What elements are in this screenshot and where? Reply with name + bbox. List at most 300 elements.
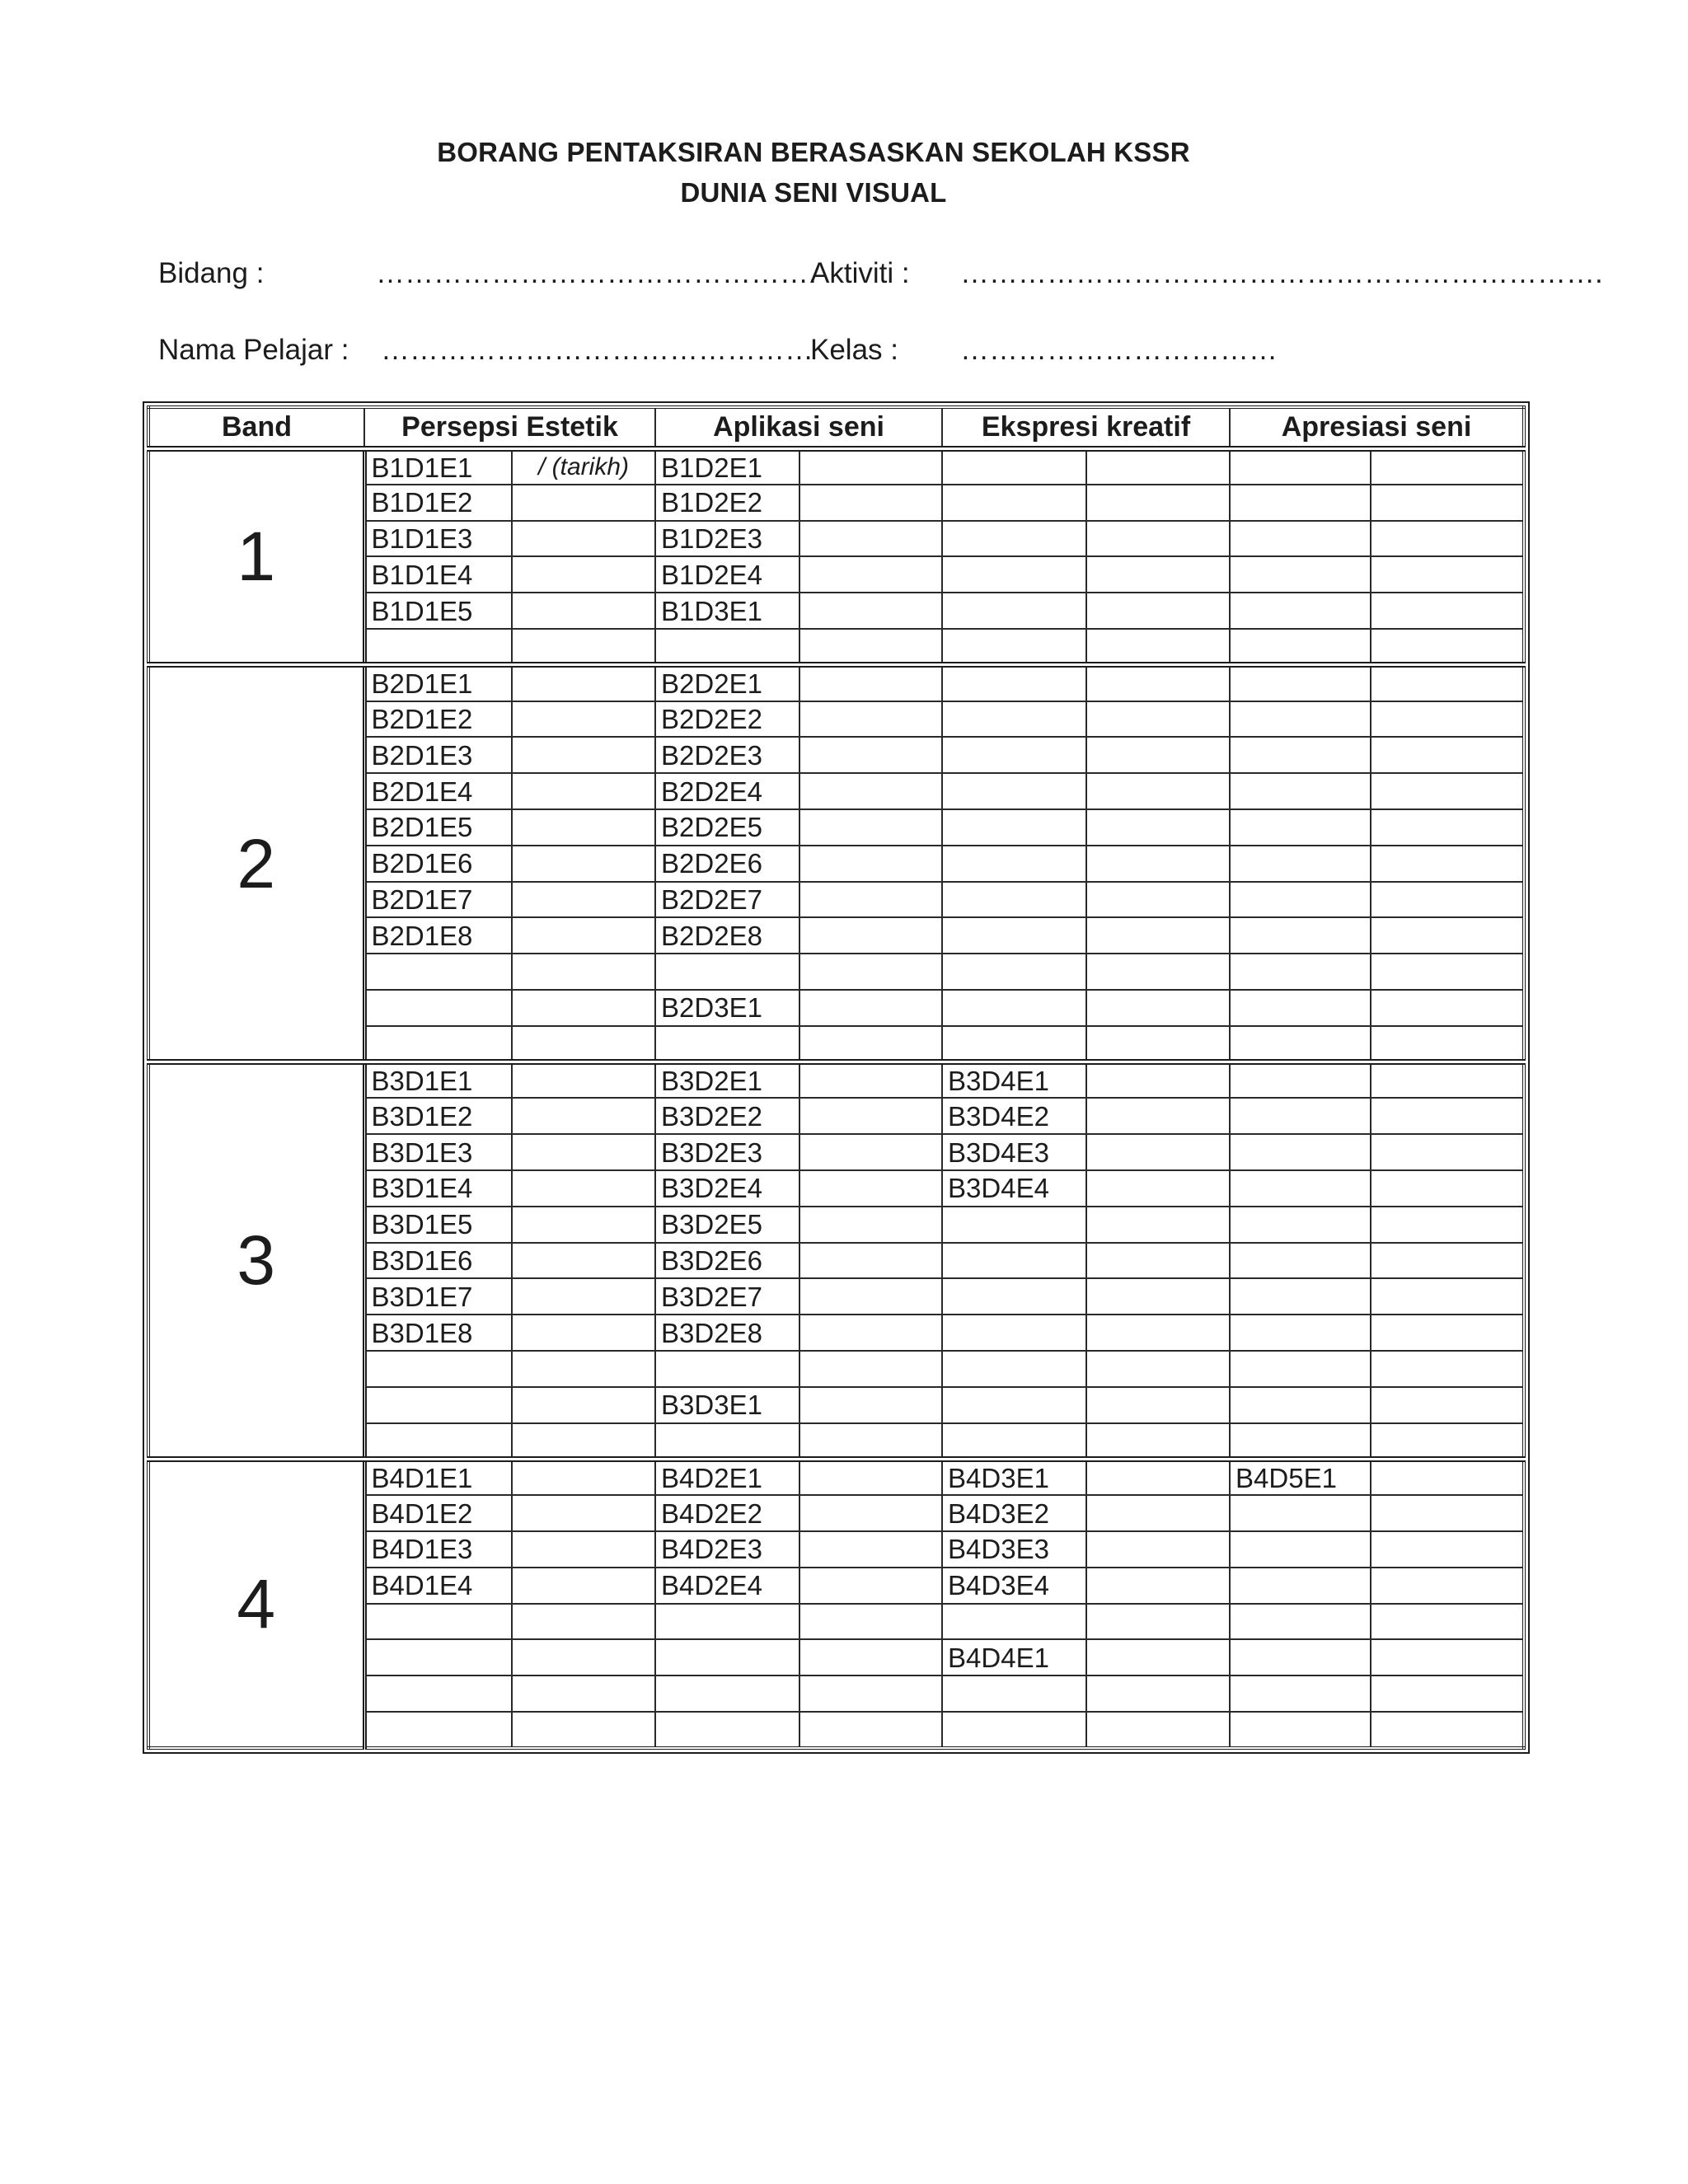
mark-cell[interactable]	[1371, 737, 1524, 773]
aktiviti-label: Aktiviti :	[810, 257, 910, 289]
mark-cell[interactable]	[1230, 448, 1371, 485]
mark-cell[interactable]	[942, 809, 1086, 846]
criteria-code-cell: B2D1E4	[364, 773, 512, 809]
mark-cell[interactable]	[1086, 1098, 1230, 1134]
mark-cell[interactable]	[1230, 1675, 1371, 1712]
mark-cell[interactable]	[364, 990, 512, 1026]
mark-cell[interactable]	[799, 556, 942, 593]
mark-cell[interactable]	[799, 1243, 942, 1279]
mark-cell[interactable]	[512, 1604, 655, 1640]
mark-cell[interactable]	[1086, 882, 1230, 918]
table-row	[148, 665, 1524, 701]
mark-cell[interactable]	[1086, 1675, 1230, 1712]
kelas-field[interactable]: ……………………………	[960, 334, 1278, 366]
mark-cell[interactable]	[1086, 737, 1230, 773]
mark-cell[interactable]	[512, 1387, 655, 1423]
mark-cell[interactable]	[512, 1278, 655, 1315]
mark-cell[interactable]	[1086, 1568, 1230, 1604]
mark-cell[interactable]	[1086, 1134, 1230, 1170]
mark-cell[interactable]	[1371, 485, 1524, 521]
mark-cell[interactable]	[655, 954, 799, 990]
mark-cell[interactable]	[942, 556, 1086, 593]
mark-cell[interactable]	[1086, 1062, 1230, 1099]
mark-cell[interactable]	[512, 1495, 655, 1531]
mark-cell[interactable]	[799, 448, 942, 485]
mark-cell[interactable]	[512, 773, 655, 809]
criteria-code-cell: B4D2E3	[655, 1531, 799, 1568]
mark-cell[interactable]	[1230, 701, 1371, 738]
criteria-code-cell: B1D1E3	[364, 521, 512, 557]
mark-cell[interactable]	[942, 1604, 1086, 1640]
mark-cell[interactable]	[1371, 1531, 1524, 1568]
mark-cell[interactable]	[1230, 809, 1371, 846]
mark-cell[interactable]	[1086, 1026, 1230, 1062]
mark-cell[interactable]	[942, 737, 1086, 773]
criteria-code-cell: B3D2E1	[655, 1062, 799, 1099]
mark-cell[interactable]	[1230, 1207, 1371, 1243]
mark-cell[interactable]	[512, 521, 655, 557]
criteria-code-cell: B3D4E3	[942, 1134, 1086, 1170]
criteria-code-cell: B1D1E4	[364, 556, 512, 593]
mark-cell[interactable]	[1086, 954, 1230, 990]
mark-cell[interactable]	[512, 1531, 655, 1568]
mark-cell[interactable]	[1371, 1604, 1524, 1640]
criteria-code-cell: B3D2E7	[655, 1278, 799, 1315]
mark-cell[interactable]	[512, 629, 655, 665]
mark-cell[interactable]	[1230, 521, 1371, 557]
mark-cell[interactable]	[512, 1026, 655, 1062]
mark-cell[interactable]	[942, 1423, 1086, 1460]
mark-cell[interactable]	[1230, 1315, 1371, 1351]
mark-cell[interactable]	[655, 1604, 799, 1640]
mark-cell[interactable]	[1230, 593, 1371, 629]
mark-cell[interactable]	[364, 1712, 512, 1748]
mark-cell[interactable]	[1371, 521, 1524, 557]
mark-cell[interactable]	[1230, 1170, 1371, 1207]
mark-cell[interactable]	[512, 846, 655, 882]
mark-cell[interactable]	[799, 1604, 942, 1640]
mark-cell[interactable]	[512, 1170, 655, 1207]
criteria-code-cell: B1D2E4	[655, 556, 799, 593]
criteria-code-cell: B2D2E4	[655, 773, 799, 809]
mark-cell[interactable]	[799, 1459, 942, 1495]
mark-cell[interactable]	[512, 665, 655, 701]
mark-cell[interactable]	[1371, 1495, 1524, 1531]
mark-cell[interactable]	[1371, 1459, 1524, 1495]
mark-cell[interactable]	[655, 1712, 799, 1748]
criteria-code-cell: B3D4E1	[942, 1062, 1086, 1099]
mark-cell[interactable]	[942, 701, 1086, 738]
mark-cell[interactable]	[364, 954, 512, 990]
nama-pelajar-label: Nama Pelajar :	[158, 334, 349, 366]
criteria-code-cell: B4D3E3	[942, 1531, 1086, 1568]
mark-cell[interactable]	[655, 629, 799, 665]
mark-cell[interactable]	[512, 1459, 655, 1495]
mark-cell[interactable]	[799, 485, 942, 521]
criteria-code-cell: B1D2E3	[655, 521, 799, 557]
mark-cell[interactable]	[1230, 882, 1371, 918]
mark-cell[interactable]	[799, 809, 942, 846]
band-group-1	[148, 448, 1524, 665]
mark-cell[interactable]	[799, 1062, 942, 1099]
mark-cell[interactable]	[799, 954, 942, 990]
nama-pelajar-field[interactable]: ………………………………………	[381, 334, 814, 366]
mark-cell[interactable]	[942, 773, 1086, 809]
mark-cell[interactable]	[942, 1675, 1086, 1712]
mark-cell[interactable]	[942, 1387, 1086, 1423]
mark-cell[interactable]	[1086, 521, 1230, 557]
criteria-code-cell: B1D1E1	[364, 448, 512, 485]
mark-cell[interactable]	[1371, 556, 1524, 593]
mark-cell[interactable]	[512, 1351, 655, 1387]
mark-cell[interactable]	[799, 1026, 942, 1062]
band-number: 3	[148, 1062, 364, 1460]
mark-cell[interactable]	[1086, 1531, 1230, 1568]
mark-cell[interactable]	[512, 593, 655, 629]
mark-cell[interactable]	[799, 629, 942, 665]
mark-cell[interactable]	[1086, 1387, 1230, 1423]
mark-cell[interactable]	[942, 593, 1086, 629]
mark-cell[interactable]	[799, 1315, 942, 1351]
mark-cell[interactable]	[364, 1639, 512, 1675]
mark-cell[interactable]	[1371, 1639, 1524, 1675]
criteria-code-cell: B1D2E2	[655, 485, 799, 521]
mark-cell[interactable]	[655, 1026, 799, 1062]
mark-cell[interactable]	[1086, 485, 1230, 521]
mark-cell[interactable]	[1086, 773, 1230, 809]
criteria-code-cell: B4D2E1	[655, 1459, 799, 1495]
mark-cell[interactable]	[942, 846, 1086, 882]
mark-cell[interactable]	[1230, 1278, 1371, 1315]
criteria-code-cell: B3D1E4	[364, 1170, 512, 1207]
criteria-code-cell: B3D1E8	[364, 1315, 512, 1351]
mark-cell[interactable]	[942, 629, 1086, 665]
mark-cell[interactable]	[942, 521, 1086, 557]
mark-cell[interactable]	[655, 1423, 799, 1460]
mark-cell[interactable]	[1371, 1712, 1524, 1748]
mark-cell[interactable]	[1230, 1026, 1371, 1062]
band-number: 2	[148, 665, 364, 1062]
mark-cell[interactable]	[1371, 1207, 1524, 1243]
mark-cell[interactable]	[1230, 954, 1371, 990]
criteria-code-cell: B4D5E1	[1230, 1459, 1371, 1495]
mark-cell[interactable]	[1086, 593, 1230, 629]
mark-cell[interactable]	[364, 1351, 512, 1387]
criteria-code-cell: B4D3E4	[942, 1568, 1086, 1604]
mark-cell[interactable]	[1371, 1315, 1524, 1351]
mark-cell[interactable]	[799, 773, 942, 809]
criteria-code-cell: B2D2E6	[655, 846, 799, 882]
mark-cell[interactable]	[1230, 1712, 1371, 1748]
mark-cell[interactable]	[1371, 1134, 1524, 1170]
criteria-code-cell: B1D1E2	[364, 485, 512, 521]
mark-cell[interactable]	[1371, 809, 1524, 846]
mark-cell[interactable]	[1230, 1531, 1371, 1568]
mark-cell[interactable]	[942, 1315, 1086, 1351]
mark-cell[interactable]	[1086, 1604, 1230, 1640]
mark-cell[interactable]	[512, 1098, 655, 1134]
band-number: 1	[148, 448, 364, 665]
mark-cell[interactable]	[799, 917, 942, 954]
mark-cell[interactable]	[1371, 448, 1524, 485]
criteria-code-cell: B4D1E1	[364, 1459, 512, 1495]
mark-cell[interactable]	[799, 1712, 942, 1748]
criteria-code-cell: B1D2E1	[655, 448, 799, 485]
mark-cell[interactable]	[512, 1243, 655, 1279]
mark-cell[interactable]	[1230, 917, 1371, 954]
mark-cell[interactable]	[1371, 701, 1524, 738]
mark-cell[interactable]	[799, 1351, 942, 1387]
mark-cell[interactable]	[1086, 1639, 1230, 1675]
mark-cell[interactable]	[1230, 1387, 1371, 1423]
mark-cell[interactable]	[512, 1712, 655, 1748]
mark-cell[interactable]	[942, 485, 1086, 521]
criteria-code-cell: B3D1E5	[364, 1207, 512, 1243]
mark-cell[interactable]	[799, 1387, 942, 1423]
mark-cell[interactable]	[942, 448, 1086, 485]
mark-cell[interactable]	[1086, 1243, 1230, 1279]
mark-cell[interactable]	[1230, 1062, 1371, 1099]
criteria-code-cell: B3D2E3	[655, 1134, 799, 1170]
mark-cell[interactable]	[1230, 1604, 1371, 1640]
bidang-field[interactable]: ……………………………………….	[376, 257, 817, 289]
mark-cell[interactable]	[1371, 1423, 1524, 1460]
mark-cell[interactable]	[799, 1568, 942, 1604]
mark-cell[interactable]	[512, 1134, 655, 1170]
mark-cell[interactable]	[1371, 1098, 1524, 1134]
band-group-4	[148, 1459, 1524, 1747]
criteria-code-cell: B2D1E7	[364, 882, 512, 918]
mark-cell[interactable]	[1086, 1351, 1230, 1387]
mark-cell[interactable]	[1371, 1675, 1524, 1712]
criteria-code-cell: B2D2E3	[655, 737, 799, 773]
band-group-2	[148, 665, 1524, 1062]
criteria-code-cell: B4D4E1	[942, 1639, 1086, 1675]
mark-cell[interactable]	[1086, 1495, 1230, 1531]
mark-cell[interactable]	[512, 1315, 655, 1351]
date-note-cell: / (tarikh)	[512, 448, 655, 485]
criteria-code-cell: B3D3E1	[655, 1387, 799, 1423]
mark-cell[interactable]	[1371, 1170, 1524, 1207]
mark-cell[interactable]	[1086, 701, 1230, 738]
mark-cell[interactable]	[1371, 1568, 1524, 1604]
mark-cell[interactable]	[1371, 954, 1524, 990]
mark-cell[interactable]	[942, 954, 1086, 990]
mark-cell[interactable]	[1230, 1098, 1371, 1134]
mark-cell[interactable]	[942, 990, 1086, 1026]
mark-cell[interactable]	[512, 1568, 655, 1604]
mark-cell[interactable]	[1230, 846, 1371, 882]
mark-cell[interactable]	[799, 593, 942, 629]
bidang-label: Bidang :	[158, 257, 265, 289]
mark-cell[interactable]	[1086, 629, 1230, 665]
mark-cell[interactable]	[942, 665, 1086, 701]
criteria-code-cell: B4D3E2	[942, 1495, 1086, 1531]
criteria-code-cell: B3D2E6	[655, 1243, 799, 1279]
mark-cell[interactable]	[1371, 773, 1524, 809]
mark-cell[interactable]	[1086, 809, 1230, 846]
mark-cell[interactable]	[799, 1134, 942, 1170]
mark-cell[interactable]	[512, 1062, 655, 1099]
mark-cell[interactable]	[799, 1675, 942, 1712]
mark-cell[interactable]	[1371, 1387, 1524, 1423]
mark-cell[interactable]	[1230, 1423, 1371, 1460]
mark-cell[interactable]	[364, 1423, 512, 1460]
mark-cell[interactable]	[1230, 1351, 1371, 1387]
mark-cell[interactable]	[799, 1639, 942, 1675]
mark-cell[interactable]	[799, 665, 942, 701]
aktiviti-field[interactable]: ………………………………………………………….	[960, 257, 1603, 289]
criteria-code-cell: B3D1E1	[364, 1062, 512, 1099]
mark-cell[interactable]	[1230, 665, 1371, 701]
mark-cell[interactable]	[512, 882, 655, 918]
mark-cell[interactable]	[1086, 846, 1230, 882]
mark-cell[interactable]	[364, 1604, 512, 1640]
mark-cell[interactable]	[942, 1712, 1086, 1748]
kelas-label: Kelas :	[810, 334, 898, 366]
mark-cell[interactable]	[1086, 1315, 1230, 1351]
mark-cell[interactable]	[655, 1639, 799, 1675]
mark-cell[interactable]	[799, 521, 942, 557]
mark-cell[interactable]	[1230, 1639, 1371, 1675]
table-row	[148, 1459, 1524, 1495]
mark-cell[interactable]	[512, 556, 655, 593]
table-row	[148, 1062, 1524, 1099]
mark-cell[interactable]	[1371, 629, 1524, 665]
criteria-code-cell: B2D2E8	[655, 917, 799, 954]
mark-cell[interactable]	[1230, 556, 1371, 593]
criteria-code-cell: B3D2E2	[655, 1098, 799, 1134]
mark-cell[interactable]	[512, 1639, 655, 1675]
criteria-code-cell: B3D1E7	[364, 1278, 512, 1315]
mark-cell[interactable]	[1086, 1459, 1230, 1495]
mark-cell[interactable]	[1371, 882, 1524, 918]
criteria-code-cell: B4D1E4	[364, 1568, 512, 1604]
mark-cell[interactable]	[942, 1278, 1086, 1315]
mark-cell[interactable]	[512, 990, 655, 1026]
criteria-code-cell: B3D4E4	[942, 1170, 1086, 1207]
header-persepsi-estetik: Persepsi Estetik	[364, 407, 655, 448]
mark-cell[interactable]	[1086, 1170, 1230, 1207]
mark-cell[interactable]	[1086, 1712, 1230, 1748]
criteria-code-cell: B2D1E2	[364, 701, 512, 738]
criteria-code-cell: B2D2E1	[655, 665, 799, 701]
mark-cell[interactable]	[1086, 556, 1230, 593]
mark-cell[interactable]	[799, 1423, 942, 1460]
criteria-code-cell: B3D2E5	[655, 1207, 799, 1243]
criteria-code-cell: B3D4E2	[942, 1098, 1086, 1134]
mark-cell[interactable]	[1371, 846, 1524, 882]
mark-cell[interactable]	[512, 701, 655, 738]
mark-cell[interactable]	[1230, 990, 1371, 1026]
mark-cell[interactable]	[1230, 1134, 1371, 1170]
mark-cell[interactable]	[799, 882, 942, 918]
criteria-code-cell: B3D1E3	[364, 1134, 512, 1170]
mark-cell[interactable]	[1230, 485, 1371, 521]
mark-cell[interactable]	[1230, 1568, 1371, 1604]
mark-cell[interactable]	[1371, 1026, 1524, 1062]
criteria-code-cell: B2D1E8	[364, 917, 512, 954]
mark-cell[interactable]	[1371, 1062, 1524, 1099]
header-ekspresi-kreatif: Ekspresi kreatif	[942, 407, 1230, 448]
mark-cell[interactable]	[1086, 1278, 1230, 1315]
form-title: BORANG PENTAKSIRAN BERASASKAN SEKOLAH KSSR	[437, 137, 1190, 167]
mark-cell[interactable]	[512, 917, 655, 954]
mark-cell[interactable]	[1230, 629, 1371, 665]
mark-cell[interactable]	[1371, 1278, 1524, 1315]
mark-cell[interactable]	[799, 1170, 942, 1207]
mark-cell[interactable]	[799, 990, 942, 1026]
header-band: Band	[148, 407, 364, 448]
mark-cell[interactable]	[799, 1278, 942, 1315]
mark-cell[interactable]	[1230, 737, 1371, 773]
mark-cell[interactable]	[364, 1026, 512, 1062]
mark-cell[interactable]	[1230, 1243, 1371, 1279]
mark-cell[interactable]	[512, 809, 655, 846]
criteria-code-cell: B2D1E6	[364, 846, 512, 882]
mark-cell[interactable]	[1086, 1423, 1230, 1460]
mark-cell[interactable]	[364, 1675, 512, 1712]
mark-cell[interactable]	[942, 1351, 1086, 1387]
criteria-code-cell: B4D2E2	[655, 1495, 799, 1531]
header-apresiasi-seni: Apresiasi seni	[1230, 407, 1524, 448]
mark-cell[interactable]	[1371, 917, 1524, 954]
mark-cell[interactable]	[364, 629, 512, 665]
mark-cell[interactable]	[1086, 1207, 1230, 1243]
mark-cell[interactable]	[799, 1531, 942, 1568]
mark-cell[interactable]	[655, 1351, 799, 1387]
mark-cell[interactable]	[1371, 1351, 1524, 1387]
criteria-code-cell: B2D3E1	[655, 990, 799, 1026]
mark-cell[interactable]	[799, 701, 942, 738]
mark-cell[interactable]	[512, 485, 655, 521]
criteria-code-cell: B1D3E1	[655, 593, 799, 629]
mark-cell[interactable]	[1371, 1243, 1524, 1279]
mark-cell[interactable]	[512, 1675, 655, 1712]
mark-cell[interactable]	[799, 1495, 942, 1531]
mark-cell[interactable]	[942, 917, 1086, 954]
mark-cell[interactable]	[942, 1207, 1086, 1243]
form-subtitle: DUNIA SENI VISUAL	[680, 177, 947, 208]
criteria-code-cell: B4D3E1	[942, 1459, 1086, 1495]
mark-cell[interactable]	[799, 737, 942, 773]
mark-cell[interactable]	[655, 1675, 799, 1712]
mark-cell[interactable]	[1086, 917, 1230, 954]
mark-cell[interactable]	[1371, 990, 1524, 1026]
mark-cell[interactable]	[1086, 990, 1230, 1026]
mark-cell[interactable]	[512, 1423, 655, 1460]
mark-cell[interactable]	[512, 954, 655, 990]
mark-cell[interactable]	[1086, 448, 1230, 485]
criteria-code-cell: B4D1E3	[364, 1531, 512, 1568]
mark-cell[interactable]	[942, 1026, 1086, 1062]
mark-cell[interactable]	[799, 1207, 942, 1243]
mark-cell[interactable]	[512, 1207, 655, 1243]
mark-cell[interactable]	[799, 846, 942, 882]
mark-cell[interactable]	[1230, 773, 1371, 809]
mark-cell[interactable]	[1371, 593, 1524, 629]
header-aplikasi-seni: Aplikasi seni	[655, 407, 942, 448]
mark-cell[interactable]	[512, 737, 655, 773]
mark-cell[interactable]	[1230, 1495, 1371, 1531]
mark-cell[interactable]	[942, 882, 1086, 918]
mark-cell[interactable]	[942, 1243, 1086, 1279]
mark-cell[interactable]	[799, 1098, 942, 1134]
mark-cell[interactable]	[1086, 665, 1230, 701]
mark-cell[interactable]	[364, 1387, 512, 1423]
criteria-code-cell: B2D1E5	[364, 809, 512, 846]
mark-cell[interactable]	[1371, 665, 1524, 701]
